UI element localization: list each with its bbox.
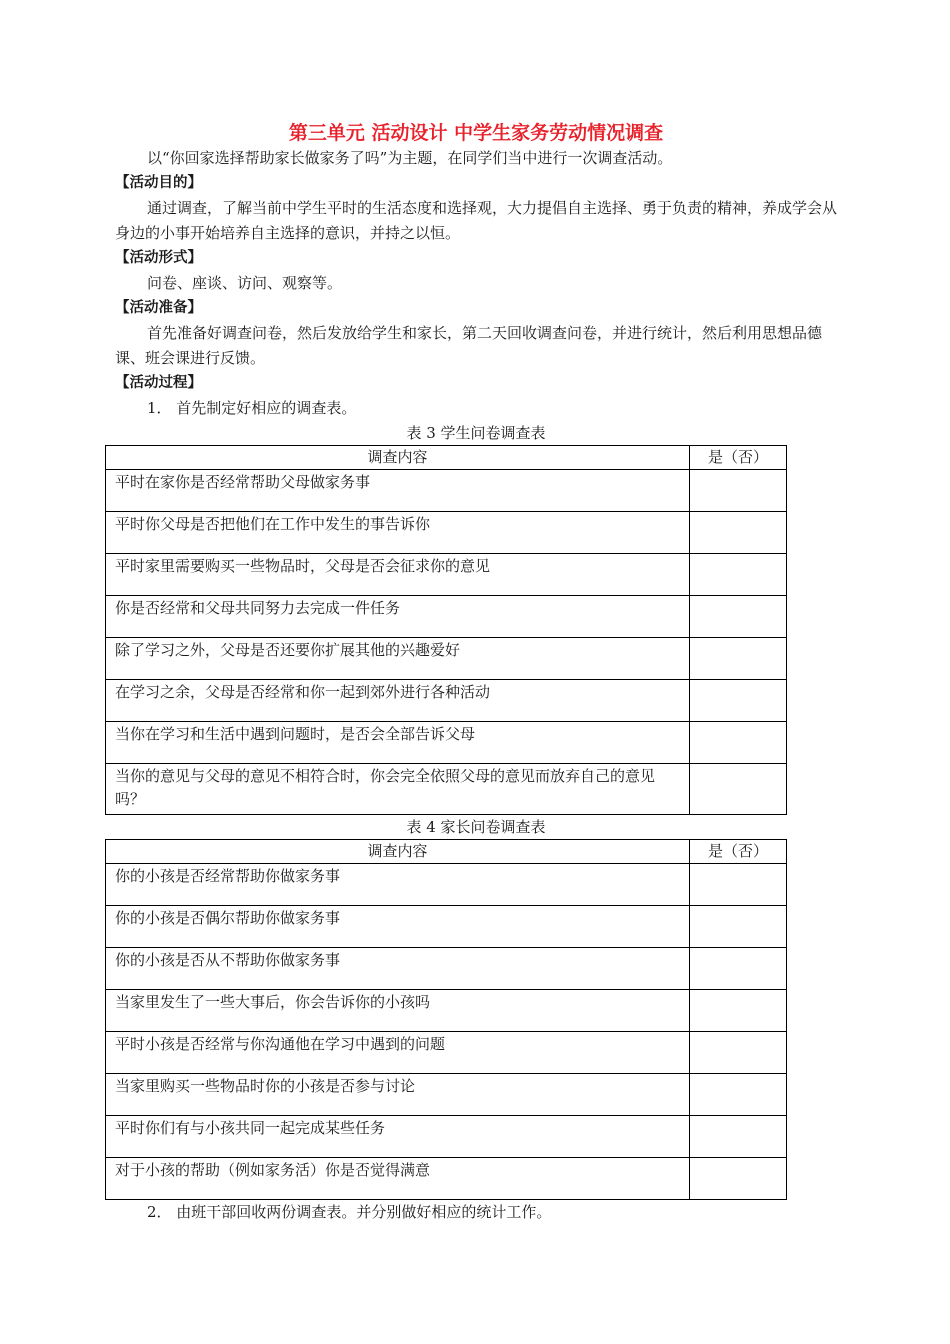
- question-cell: 你的小孩是否经常帮助你做家务事: [106, 864, 690, 906]
- document-page: [115, 120, 837, 1225]
- table-row: [106, 680, 787, 722]
- table-row: [106, 554, 787, 596]
- question-cell: 在学习之余，父母是否经常和你一起到郊外进行各种活动: [106, 680, 690, 722]
- question-cell: 当家里购买一些物品时你的小孩是否参与讨论: [106, 1074, 690, 1116]
- table-row: [106, 764, 787, 815]
- table-row: [106, 864, 787, 906]
- page-title: 第三单元 活动设计 中学生家务劳动情况调查: [288, 122, 664, 144]
- purpose-paragraph: 通过调查，了解当前中学生平时的生活态度和选择观，大力提倡自主选择、勇于负责的精神，养成学会从身边的小事开始培养自主选择的意识，并持之以恒。: [115, 199, 838, 242]
- parent-survey-table: [105, 839, 787, 1200]
- question-cell: 当你在学习和生活中遇到问题时，是否会全部告诉父母: [106, 722, 690, 764]
- table-row: [106, 512, 787, 554]
- table-row: [106, 948, 787, 990]
- header-content: 调查内容: [106, 840, 690, 864]
- purpose-heading: 【活动目的】: [115, 175, 202, 191]
- question-cell: 对于小孩的帮助（例如家务活）你是否觉得满意: [106, 1158, 690, 1200]
- table-row: [106, 470, 787, 512]
- intro-paragraph: 以“你回家选择帮助家长做家务了吗”为主题，在同学们当中进行一次调查活动。: [147, 149, 673, 167]
- form-heading: 【活动形式】: [115, 250, 202, 266]
- answer-cell[interactable]: [690, 1116, 787, 1158]
- header-answer: 是（否）: [690, 840, 787, 864]
- student-survey-table: [105, 445, 787, 815]
- question-cell: 除了学习之外，父母是否还要你扩展其他的兴趣爱好: [106, 638, 690, 680]
- question-cell: 你的小孩是否从不帮助你做家务事: [106, 948, 690, 990]
- table-row: [106, 906, 787, 948]
- table-row: [106, 638, 787, 680]
- answer-cell[interactable]: [690, 948, 787, 990]
- question-cell: 平时在家你是否经常帮助父母做家务事: [106, 470, 690, 512]
- answer-cell[interactable]: [690, 638, 787, 680]
- answer-cell[interactable]: [690, 722, 787, 764]
- question-cell: 平时小孩是否经常与你沟通他在学习中遇到的问题: [106, 1032, 690, 1074]
- question-cell: 你的小孩是否偶尔帮助你做家务事: [106, 906, 690, 948]
- table-header-row: [106, 446, 787, 470]
- question-cell: 当你的意见与父母的意见不相符合时，你会完全依照父母的意见而放弃自己的意见吗？: [106, 764, 690, 815]
- answer-cell[interactable]: [690, 1074, 787, 1116]
- table-row: [106, 1158, 787, 1200]
- header-answer: 是（否）: [690, 446, 787, 470]
- answer-cell[interactable]: [690, 596, 787, 638]
- step-1: 1． 首先制定好相应的调查表。: [147, 399, 357, 417]
- form-paragraph: 问卷、座谈、访问、观察等。: [147, 274, 343, 292]
- table-header-row: [106, 840, 787, 864]
- table-row: [106, 722, 787, 764]
- answer-cell[interactable]: [690, 470, 787, 512]
- table4-caption: 表 4 家长问卷调查表: [406, 818, 546, 836]
- question-cell: 平时你父母是否把他们在工作中发生的事告诉你: [106, 512, 690, 554]
- table-row: [106, 1074, 787, 1116]
- table-row: [106, 990, 787, 1032]
- step-2: 2． 由班干部回收两份调查表。并分别做好相应的统计工作。: [147, 1203, 552, 1221]
- question-cell: 你是否经常和父母共同努力去完成一件任务: [106, 596, 690, 638]
- question-cell: 当家里发生了一些大事后，你会告诉你的小孩吗: [106, 990, 690, 1032]
- answer-cell[interactable]: [690, 512, 787, 554]
- question-cell: 平时家里需要购买一些物品时，父母是否会征求你的意见: [106, 554, 690, 596]
- prep-heading: 【活动准备】: [115, 300, 202, 316]
- table-row: [106, 1032, 787, 1074]
- prep-paragraph: 首先准备好调查问卷，然后发放给学生和家长，第二天回收调查问卷，并进行统计，然后利用思想品德课、班会课进行反馈。: [115, 324, 823, 367]
- header-content: 调查内容: [106, 446, 690, 470]
- answer-cell[interactable]: [690, 864, 787, 906]
- table3-caption: 表 3 学生问卷调查表: [406, 424, 546, 442]
- answer-cell[interactable]: [690, 906, 787, 948]
- answer-cell[interactable]: [690, 764, 787, 815]
- table-row: [106, 1116, 787, 1158]
- answer-cell[interactable]: [690, 1158, 787, 1200]
- table-row: [106, 596, 787, 638]
- answer-cell[interactable]: [690, 990, 787, 1032]
- answer-cell[interactable]: [690, 554, 787, 596]
- answer-cell[interactable]: [690, 1032, 787, 1074]
- process-heading: 【活动过程】: [115, 375, 202, 391]
- question-cell: 平时你们有与小孩共同一起完成某些任务: [106, 1116, 690, 1158]
- answer-cell[interactable]: [690, 680, 787, 722]
